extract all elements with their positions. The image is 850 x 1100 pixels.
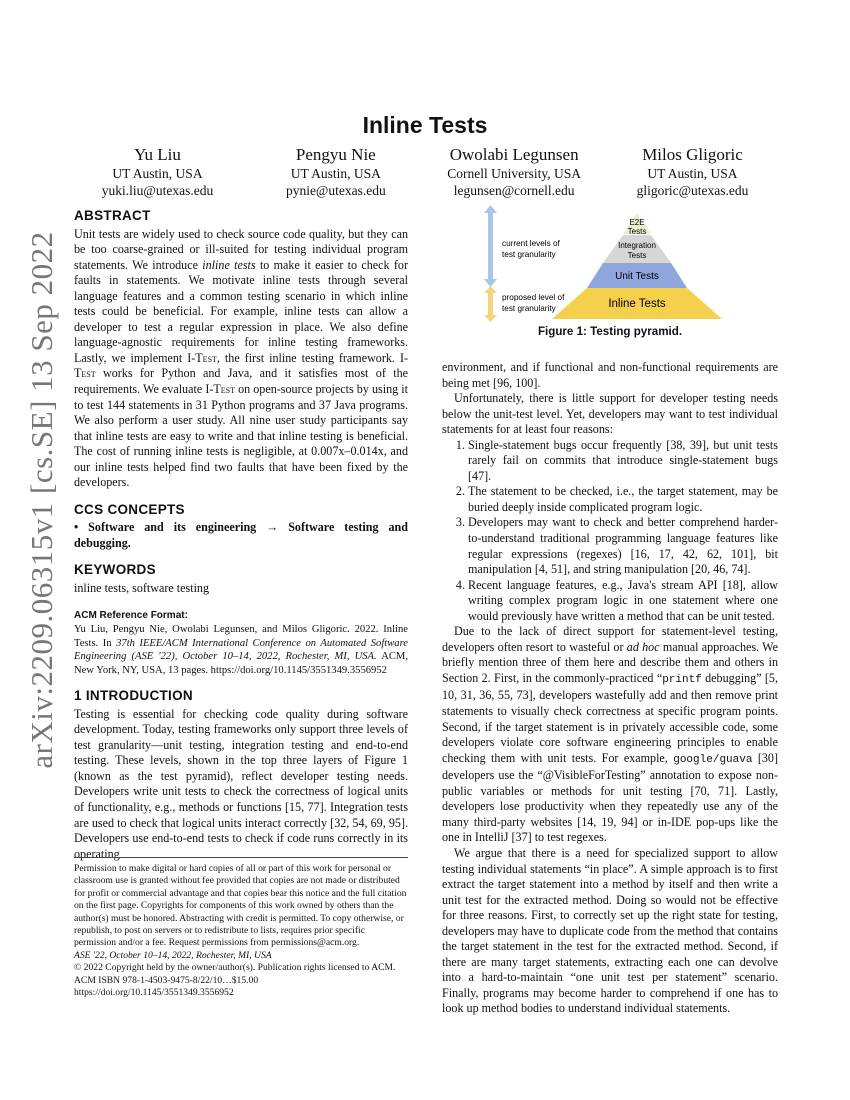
introduction-paragraph: We argue that there is a need for specialized support to allow testing individual statements “in place”. A simple approach is to first extract the target statement into a method by itself and then write a unit test for the extracted method. Doing so would not be effective for three reasons. First, to correctly set up the right state for testing, developers may have to duplicate code from the method that contains the target statement in the test for the extracted method. Second, if there are many target statements, extracting each one can devolve into a hard-to-maintain “one unit test per statement” scenario. Finally, programs may become harder to comprehend if one has to look up method bodies to understand individual statements. [442,845,778,1016]
arrow-up-icon [484,286,497,293]
author-4 [605,146,780,199]
abstract-heading: ABSTRACT [74,208,151,223]
author-affiliation: UT Austin, USA [647,166,738,181]
author-email: gligoric@utexas.edu [636,183,749,198]
author-affiliation: UT Austin, USA [290,166,381,181]
list-item: 1. Single-statement bugs occur frequently [38, 39], but unit tests rarely fail on commits that introduce single-statement bugs [47]. [468,438,778,485]
keywords-text: inline tests, software testing [74,581,210,596]
introduction-section [74,688,408,862]
proposed-level-label-2: test granularity [502,304,556,313]
introduction-paragraph: Testing is essential for checking code quality during software development. Today, testing frameworks only support three levels of test granularity—unit testing, integration testing and end-to-end testing. These levels, shown in the top three layers of Figure 1 (known as the test pyramid), reflect developer testing needs. Developers write unit tests to check the correctness of logical units of functionality, e.g., methods or functions [15, 77]. Integration tests are used to check that logical units interact correctly [32, 54, 69, 95]. Developers use end-to-end tests to check if code runs correctly in its operating [74,706,408,861]
list-item: 3. Developers may want to check and better comprehend harder-to-understand traditional programming language features like regular expressions (regexes) [16, 17, 42, 62, 101], bit manipulation [4, 51], and string manipulation [20, 46, 74]. [468,515,778,577]
left-column [74,208,408,862]
arxiv-identifier-text: arXiv:2209.06315v1 [cs.SE] 13 Sep 2022 [24,231,59,769]
permission-footnote [74,857,408,999]
author-email: yuki.liu@utexas.edu [101,183,214,198]
author-name: Milos Gligoric [642,145,743,164]
author-affiliation: Cornell University, USA [447,166,582,181]
abstract-text: Unit tests are widely used to check source code quality, but they can be too coarse-grained or ill-suited for testing individual program statements. We introduce inline tests to make it easier to check for faults in statements. We motivate inline tests through several language features and a common testing scenario in which inline tests could be beneficial. For example, inline tests can allow a developer to test a regular expression in place. We also define language-agnostic requirements for inline testing frameworks. Lastly, we implement I-Test, the first inline testing framework. I-Test works for Python and Java, and it satisfies most of the requirements. We evaluate I-Test on open-source projects by using it to test 144 statements in 31 Python programs and 37 Java programs. We also perform a user study. All nine user study participants say that inline tests are easy to write and that inline testing is beneficial. The cost of running inline tests is negligible, at 0.007x–0.014x, and our inline tests helped find two faults that have been fixed by the developers. [74,226,408,490]
author-email: legunsen@cornell.edu [453,183,575,198]
current-levels-label-2: test granularity [502,250,556,259]
current-levels-arrow [488,211,493,281]
current-levels-label-1: current levels of [502,239,560,248]
introduction-paragraph: Unfortunately, there is little support for developer testing needs below the unit-test level. Yet, developers may want to test individual statements for at least four reasons: [442,391,778,437]
arrow-up-icon [484,205,497,213]
abstract-section [74,208,408,491]
footnote-doi: https://doi.org/10.1145/3551349.3556952 [74,987,234,999]
right-column [442,360,778,1017]
list-item: 4. Recent language features, e.g., Java's stream API [18], allow writing complex program logic in one statement where one would previously have written a method that can be unit tested. [468,578,778,625]
footnote-copyright: © 2022 Copyright held by the owner/author(s). Publication rights licensed to ACM. [74,962,396,974]
author-3 [427,146,602,199]
ccs-text: • Software and its engineering → Software testing and debugging. [74,520,408,550]
ccs-heading: CCS CONCEPTS [74,501,185,517]
pyramid-layer-label: Tests [627,251,647,260]
author-block [70,146,780,199]
author-name: Yu Liu [134,145,181,164]
pyramid-layer-label: E2E [629,218,645,227]
author-name: Pengyu Nie [295,145,376,164]
author-1 [70,146,245,199]
arrow-down-icon [484,279,497,287]
ccs-section [74,502,408,552]
proposed-level-label-1: proposed level of [502,293,565,302]
author-email: pynie@utexas.edu [285,183,386,198]
testing-pyramid-figure [482,205,738,330]
footnote-text: Permission to make digital or hard copies of all or part of this work for personal or classroom use is granted without fee provided that copies are not made or distributed for profit or commercial advantage and that copies bear this notice and the full citation on the first page. Copyrights for components of this work owned by others than the author(s) must be honored. Abstracting with credit is permitted. To copy otherwise, or republish, to post on servers or to redistribute to lists, requires prior specific permission and/or a fee. Request permissions from permissions@acm.org. [74,863,407,949]
arxiv-identifier [22,231,62,769]
footnote-venue: ASE '22, October 10–14, 2022, Rochester, MI, USA [74,949,272,961]
pyramid-layer-label: Unit Tests [615,271,659,282]
proposed-level-arrow [488,291,493,317]
keywords-heading: KEYWORDS [74,562,156,578]
introduction-heading: 1 INTRODUCTION [74,688,193,704]
pyramid-layer-label: Tests [627,227,647,236]
figure-caption: Figure 1: Testing pyramid. [537,325,683,338]
acm-reference-heading: ACM Reference Format: [74,609,188,621]
reasons-list [442,438,778,625]
introduction-paragraph-continued: environment, and if functional and non-functional requirements are being met [96, 100]. [442,360,778,390]
paper-title: Inline Tests [362,112,488,138]
keywords-section [74,562,408,596]
testing-pyramid-diagram [482,205,738,330]
acm-reference [74,608,408,678]
author-name: Owolabi Legunsen [449,145,579,164]
author-affiliation: UT Austin, USA [112,166,203,181]
list-item: 2. The statement to be checked, i.e., the target statement, may be buried deeply inside complicated program logic. [468,484,778,515]
acm-reference-text: Yu Liu, Pengyu Nie, Owolabi Legunsen, and Milos Gligoric. 2022. Inline Tests. In 37th IEEE/ACM International Conference on Automated Software Engineering (ASE '22), October 10–14, 2022, Rochester, MI, USA. ACM, New York, NY, USA, 13 pages. https://doi.org/10.1145/3551349.3556952 [74,624,409,676]
arrow-down-icon [484,315,497,322]
footnote-isbn: ACM ISBN 978-1-4503-9475-8/22/10…$15.00 [74,974,259,986]
introduction-paragraph: Due to the lack of direct support for statement-level testing, developers often resort to wasteful or ad hoc manual approaches. We briefly mention three of them here and describe them and others in Section 2. First, in the commonly-practiced “printf debugging” [5, 10, 31, 36, 55, 73], developers wastefully add and then remove print statements to visually check correctness at specific program points. Second, if the target statement is in privately accessible code, some developers violate core software engineering principles to enable checking them with unit tests. For example, google/guava [30] developers use the “@VisibleForTesting” annotation to expose non-public variables or methods for unit testing [70, 71]. Lastly, developers lose productivity when they repeatedly use any of the many third-party websites [14, 19, 94] or in-IDE pop-ups like the one in IntelliJ [37] to test regexes. [442,624,779,845]
pyramid-layer-label: Inline Tests [608,298,666,310]
pyramid-layer-label: Integration [618,241,656,250]
author-2 [248,146,423,199]
